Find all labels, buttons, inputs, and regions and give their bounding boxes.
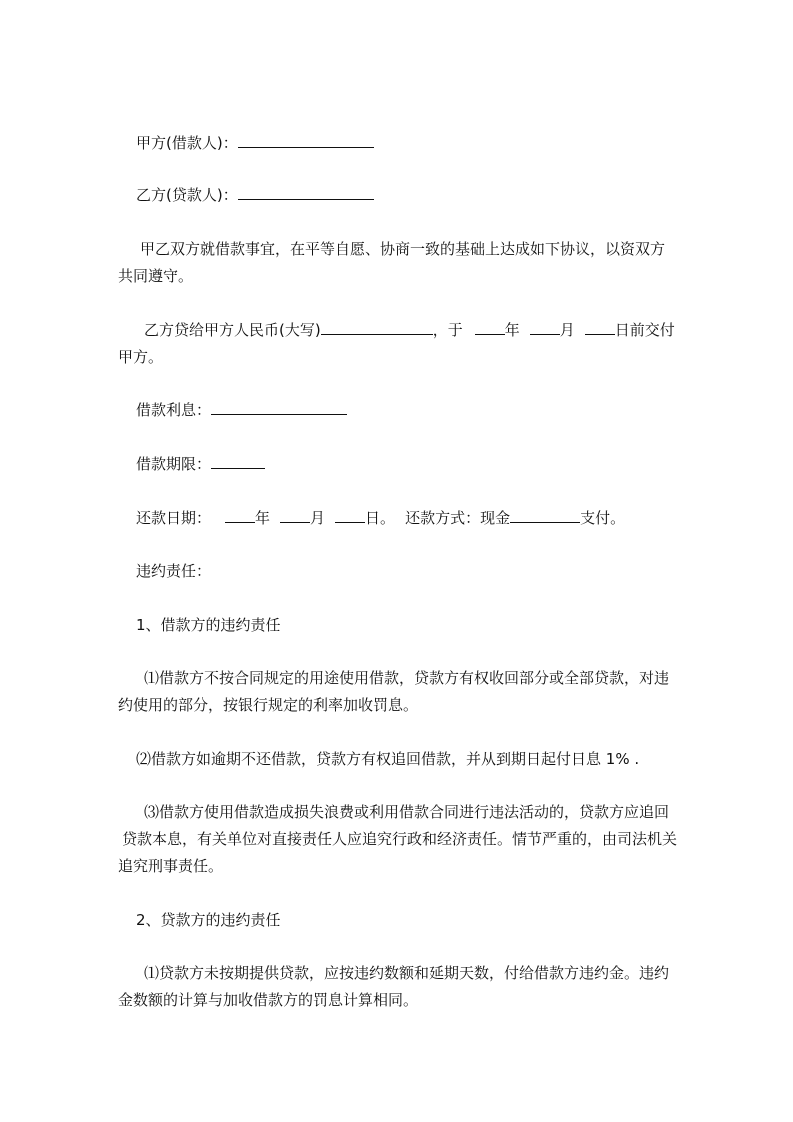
term-line bbox=[136, 454, 265, 474]
deliver-year-label: 年 bbox=[504, 321, 520, 339]
section-1-clause-2: ⑵借款方如逾期不还借款，贷款方有权追回借款，并从到期日起付日息 1% . bbox=[136, 750, 640, 768]
amount-comma: ，于 bbox=[432, 321, 463, 339]
repay-month-blank[interactable] bbox=[280, 508, 310, 523]
section-1-title: 1、借款方的违约责任 bbox=[136, 616, 281, 634]
party-a-line bbox=[136, 133, 374, 153]
deliver-month-label: 月 bbox=[559, 321, 575, 339]
section-2-title: 2、贷款方的违约责任 bbox=[136, 911, 281, 929]
repay-month-label: 月 bbox=[310, 509, 326, 527]
party-a-label: 甲方(借款人)： bbox=[136, 134, 238, 152]
section-1-clause-3-line-2: 贷款本息，有关单位对直接责任人应追究行政和经济责任。情节严重的，由司法机关 bbox=[122, 830, 678, 848]
party-b-blank[interactable] bbox=[238, 185, 374, 200]
amount-blank[interactable] bbox=[321, 320, 433, 335]
intro-line-2: 共同遵守。 bbox=[118, 267, 194, 285]
repay-day-label: 日。 bbox=[365, 509, 396, 527]
section-1-clause-3-line-1: ⑶借款方使用借款造成损失浪费或利用借款合同进行违法活动的，贷款方应追回 bbox=[144, 803, 670, 821]
repay-method-suffix: 支付。 bbox=[580, 509, 626, 527]
section-1-clause-1-line-2: 约使用的部分，按银行规定的利率加收罚息。 bbox=[118, 696, 419, 714]
deliver-day-blank[interactable] bbox=[585, 320, 615, 335]
repay-day-blank[interactable] bbox=[335, 508, 365, 523]
deliver-month-blank[interactable] bbox=[530, 320, 560, 335]
amount-line-2: 甲方。 bbox=[118, 348, 164, 366]
interest-label: 借款利息： bbox=[136, 401, 212, 419]
term-blank[interactable] bbox=[211, 454, 265, 469]
repay-method-prefix: 还款方式：现金 bbox=[405, 509, 511, 527]
repay-label: 还款日期： bbox=[136, 509, 212, 527]
party-b-label: 乙方(贷款人)： bbox=[136, 186, 238, 204]
party-a-blank[interactable] bbox=[238, 133, 374, 148]
repay-line bbox=[136, 508, 625, 528]
deliver-year-blank[interactable] bbox=[475, 320, 505, 335]
interest-line bbox=[136, 400, 347, 420]
section-2-clause-1-line-1: ⑴贷款方未按期提供贷款，应按违约数额和延期天数，付给借款方违约金。违约 bbox=[144, 964, 670, 982]
breach-heading: 违约责任： bbox=[136, 562, 212, 580]
party-b-line bbox=[136, 185, 374, 205]
interest-blank[interactable] bbox=[211, 400, 347, 415]
repay-year-blank[interactable] bbox=[225, 508, 255, 523]
repay-year-label: 年 bbox=[255, 509, 271, 527]
repay-method-blank[interactable] bbox=[510, 508, 580, 523]
section-1-clause-1-line-1: ⑴借款方不按合同规定的用途使用借款，贷款方有权收回部分或全部贷款，对违 bbox=[144, 669, 670, 687]
deliver-suffix: 日前交付 bbox=[614, 321, 675, 339]
intro-line-1: 甲乙双方就借款事宜，在平等自愿、协商一致的基础上达成如下协议，以资双方 bbox=[140, 240, 666, 258]
amount-prefix: 乙方贷给甲方人民币(大写) bbox=[144, 321, 321, 339]
section-1-clause-3-line-3: 追究刑事责任。 bbox=[118, 857, 224, 875]
term-label: 借款期限： bbox=[136, 455, 212, 473]
amount-line bbox=[144, 320, 675, 340]
section-2-clause-1-line-2: 金数额的计算与加收借款方的罚息计算相同。 bbox=[118, 991, 419, 1009]
